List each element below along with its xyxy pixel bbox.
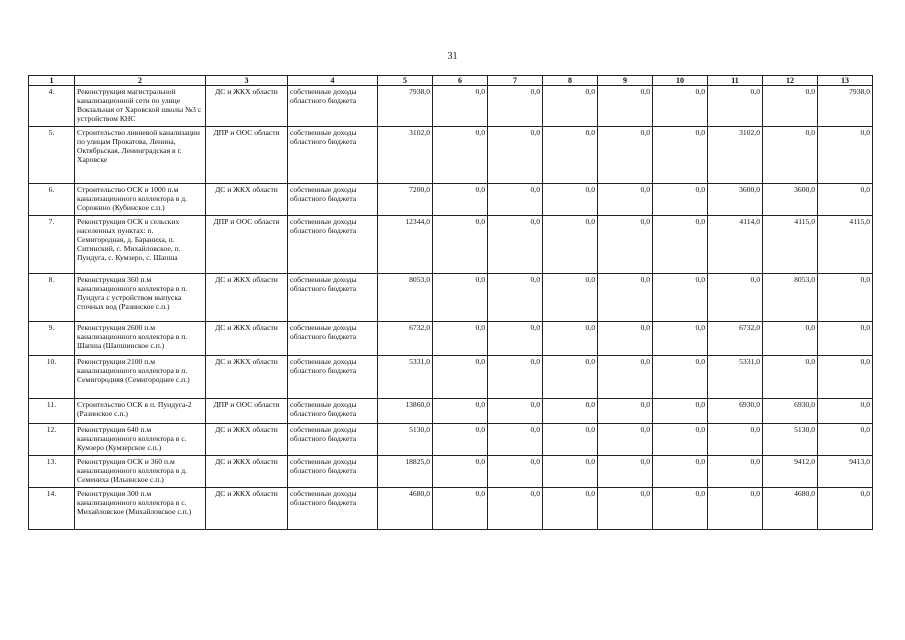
table-row: [29, 216, 873, 274]
amount-cell: 0,0: [653, 356, 708, 399]
amount-cell: 6732,0: [378, 322, 433, 356]
amount-cell: 0,0: [653, 86, 708, 127]
column-header-5: 5: [378, 76, 433, 86]
amount-cell: 0,0: [433, 488, 488, 530]
column-header-4: 4: [288, 76, 378, 86]
amount-cell: 0,0: [818, 184, 873, 216]
row-number: 9.: [29, 322, 75, 356]
amount-cell: 0,0: [598, 488, 653, 530]
row-number: 11.: [29, 399, 75, 424]
amount-cell: 0,0: [818, 274, 873, 322]
row-number: 6.: [29, 184, 75, 216]
amount-cell: 0,0: [543, 356, 598, 399]
amount-cell: 0,0: [598, 424, 653, 456]
amount-cell: 0,0: [543, 424, 598, 456]
object-name: Реконструкция 360 п.м канализационного коллектора в п. Пундуга с устройством выпуска сточных вод (Разинское с.п.): [75, 274, 206, 322]
funding-source: собственные доходы областного бюджета: [288, 456, 378, 488]
amount-cell: 9412,0: [763, 456, 818, 488]
amount-cell: 0,0: [708, 424, 763, 456]
amount-cell: 7200,0: [378, 184, 433, 216]
amount-cell: 4680,0: [378, 488, 433, 530]
funding-source: собственные доходы областного бюджета: [288, 399, 378, 424]
amount-cell: 0,0: [433, 216, 488, 274]
object-name: Строительство ОСК в п. Пундуга-2 (Разинское с.п.): [75, 399, 206, 424]
amount-cell: 0,0: [653, 399, 708, 424]
responsible-body: ДС и ЖКХ области: [206, 488, 288, 530]
table-row: [29, 274, 873, 322]
table-row: [29, 456, 873, 488]
amount-cell: 0,0: [488, 399, 543, 424]
amount-cell: 0,0: [488, 356, 543, 399]
amount-cell: 0,0: [598, 356, 653, 399]
table-row: [29, 127, 873, 184]
responsible-body: ДС и ЖКХ области: [206, 86, 288, 127]
amount-cell: 0,0: [708, 488, 763, 530]
column-header-7: 7: [488, 76, 543, 86]
header-row: [29, 76, 873, 86]
amount-cell: 7938,0: [818, 86, 873, 127]
row-number: 12.: [29, 424, 75, 456]
amount-cell: 0,0: [543, 322, 598, 356]
column-header-3: 3: [206, 76, 288, 86]
amount-cell: 0,0: [433, 184, 488, 216]
amount-cell: 0,0: [433, 356, 488, 399]
amount-cell: 0,0: [598, 127, 653, 184]
row-number: 14.: [29, 488, 75, 530]
amount-cell: 8053,0: [378, 274, 433, 322]
column-header-13: 13: [818, 76, 873, 86]
amount-cell: 0,0: [488, 488, 543, 530]
amount-cell: 0,0: [433, 127, 488, 184]
funding-source: собственные доходы областного бюджета: [288, 356, 378, 399]
amount-cell: 0,0: [763, 322, 818, 356]
amount-cell: 0,0: [433, 456, 488, 488]
row-number: 5.: [29, 127, 75, 184]
responsible-body: ДС и ЖКХ области: [206, 456, 288, 488]
column-header-8: 8: [543, 76, 598, 86]
table-body: [29, 86, 873, 530]
amount-cell: 0,0: [543, 274, 598, 322]
funding-source: собственные доходы областного бюджета: [288, 216, 378, 274]
amount-cell: 0,0: [543, 127, 598, 184]
object-name: Строительство ливневой канализации по улицам Прокатова, Ленина, Октябрьская, Ленинградская в г. Харовске: [75, 127, 206, 184]
column-header-9: 9: [598, 76, 653, 86]
amount-cell: 0,0: [653, 322, 708, 356]
amount-cell: 0,0: [488, 184, 543, 216]
page-number: 31: [447, 51, 458, 62]
responsible-body: ДПР и ООС области: [206, 216, 288, 274]
object-name: Реконструкция 2100 п.м канализационного коллектора в п. Семигородняя (Семигороднее с.п.): [75, 356, 206, 399]
object-name: Реконструкция 640 п.м канализационного коллектора в с. Кумзеро (Кумзерское с.п.): [75, 424, 206, 456]
amount-cell: 4114,0: [708, 216, 763, 274]
amount-cell: 0,0: [543, 216, 598, 274]
object-name: Реконструкция ОСК в сельских населенных пунктах: п. Семигородная, д. Бараниха, п. Ситинский, с. Михайловское, п. Пундуга, с. Кумзеро, с. Шапша: [75, 216, 206, 274]
amount-cell: 0,0: [543, 86, 598, 127]
amount-cell: 0,0: [763, 356, 818, 399]
amount-cell: 0,0: [488, 127, 543, 184]
funding-source: собственные доходы областного бюджета: [288, 424, 378, 456]
amount-cell: 0,0: [543, 184, 598, 216]
amount-cell: 4115,0: [763, 216, 818, 274]
amount-cell: 5331,0: [378, 356, 433, 399]
amount-cell: 0,0: [488, 424, 543, 456]
amount-cell: 0,0: [763, 86, 818, 127]
funding-source: собственные доходы областного бюджета: [288, 274, 378, 322]
amount-cell: 0,0: [433, 322, 488, 356]
amount-cell: 0,0: [598, 86, 653, 127]
amount-cell: 0,0: [818, 356, 873, 399]
amount-cell: 0,0: [598, 399, 653, 424]
amount-cell: 0,0: [763, 127, 818, 184]
row-number: 13.: [29, 456, 75, 488]
amount-cell: 6732,0: [708, 322, 763, 356]
funding-source: собственные доходы областного бюджета: [288, 86, 378, 127]
responsible-body: ДПР и ООС области: [206, 399, 288, 424]
object-name: Реконструкция магистральной канализационной сети по улице Вокзальная от Харовской школы №3 с устройством КНС: [75, 86, 206, 127]
amount-cell: 8053,0: [763, 274, 818, 322]
column-header-11: 11: [708, 76, 763, 86]
amount-cell: 3600,0: [763, 184, 818, 216]
responsible-body: ДПР и ООС области: [206, 127, 288, 184]
row-number: 10.: [29, 356, 75, 399]
amount-cell: 5331,0: [708, 356, 763, 399]
table-row: [29, 322, 873, 356]
amount-cell: 0,0: [818, 322, 873, 356]
amount-cell: 0,0: [653, 456, 708, 488]
amount-cell: 4115,0: [818, 216, 873, 274]
column-header-1: 1: [29, 76, 75, 86]
responsible-body: ДС и ЖКХ области: [206, 322, 288, 356]
table-row: [29, 488, 873, 530]
column-header-10: 10: [653, 76, 708, 86]
amount-cell: 0,0: [653, 216, 708, 274]
amount-cell: 0,0: [708, 456, 763, 488]
amount-cell: 0,0: [598, 456, 653, 488]
funding-source: собственные доходы областного бюджета: [288, 488, 378, 530]
amount-cell: 18825,0: [378, 456, 433, 488]
amount-cell: 0,0: [433, 86, 488, 127]
amount-cell: 0,0: [598, 322, 653, 356]
amount-cell: 5130,0: [763, 424, 818, 456]
row-number: 8.: [29, 274, 75, 322]
amount-cell: 7938,0: [378, 86, 433, 127]
amount-cell: 0,0: [433, 424, 488, 456]
responsible-body: ДС и ЖКХ области: [206, 424, 288, 456]
responsible-body: ДС и ЖКХ области: [206, 356, 288, 399]
amount-cell: 0,0: [433, 399, 488, 424]
amount-cell: 6930,0: [763, 399, 818, 424]
object-name: Реконструкция 2600 п.м канализационного коллектора в п. Шапша (Шапшинское с.п.): [75, 322, 206, 356]
amount-cell: 3600,0: [708, 184, 763, 216]
amount-cell: 0,0: [488, 86, 543, 127]
amount-cell: 0,0: [598, 184, 653, 216]
amount-cell: 0,0: [818, 127, 873, 184]
amount-cell: 5130,0: [378, 424, 433, 456]
table-row: [29, 184, 873, 216]
object-name: Строительство ОСК и 1000 п.м канализационного коллектора в д. Сорожино (Кубинское с.п.): [75, 184, 206, 216]
amount-cell: 3102,0: [708, 127, 763, 184]
amount-cell: 0,0: [598, 216, 653, 274]
amount-cell: 0,0: [488, 274, 543, 322]
table-row: [29, 86, 873, 127]
amount-cell: 0,0: [543, 456, 598, 488]
funding-source: собственные доходы областного бюджета: [288, 184, 378, 216]
column-header-2: 2: [75, 76, 206, 86]
amount-cell: 0,0: [818, 399, 873, 424]
amount-cell: 0,0: [488, 322, 543, 356]
table-row: [29, 356, 873, 399]
amount-cell: 0,0: [653, 424, 708, 456]
amount-cell: 13860,0: [378, 399, 433, 424]
amount-cell: 12344,0: [378, 216, 433, 274]
amount-cell: 0,0: [543, 488, 598, 530]
responsible-body: ДС и ЖКХ области: [206, 274, 288, 322]
amount-cell: 6930,0: [708, 399, 763, 424]
row-number: 4.: [29, 86, 75, 127]
amount-cell: 0,0: [653, 488, 708, 530]
amount-cell: 0,0: [653, 127, 708, 184]
amount-cell: 0,0: [653, 274, 708, 322]
amount-cell: 9413,0: [818, 456, 873, 488]
funding-source: собственные доходы областного бюджета: [288, 127, 378, 184]
amount-cell: 0,0: [433, 274, 488, 322]
amount-cell: 0,0: [708, 274, 763, 322]
column-header-12: 12: [763, 76, 818, 86]
row-number: 7.: [29, 216, 75, 274]
amount-cell: 0,0: [488, 216, 543, 274]
amount-cell: 0,0: [488, 456, 543, 488]
amount-cell: 0,0: [708, 86, 763, 127]
amount-cell: 3102,0: [378, 127, 433, 184]
amount-cell: 0,0: [598, 274, 653, 322]
object-name: Реконструкция 300 п.м канализационного коллектора в с. Михайловское (Михайловское с.п.): [75, 488, 206, 530]
amount-cell: 0,0: [543, 399, 598, 424]
amount-cell: 0,0: [818, 488, 873, 530]
object-name: Реконструкция ОСК и 360 п.м канализационного коллектора в д. Семениха (Ильинское с.п.): [75, 456, 206, 488]
responsible-body: ДС и ЖКХ области: [206, 184, 288, 216]
column-header-6: 6: [433, 76, 488, 86]
table-row: [29, 399, 873, 424]
table-row: [29, 424, 873, 456]
funding-source: собственные доходы областного бюджета: [288, 322, 378, 356]
amount-cell: 0,0: [653, 184, 708, 216]
budget-table: [28, 75, 873, 530]
amount-cell: 0,0: [818, 424, 873, 456]
amount-cell: 4680,0: [763, 488, 818, 530]
